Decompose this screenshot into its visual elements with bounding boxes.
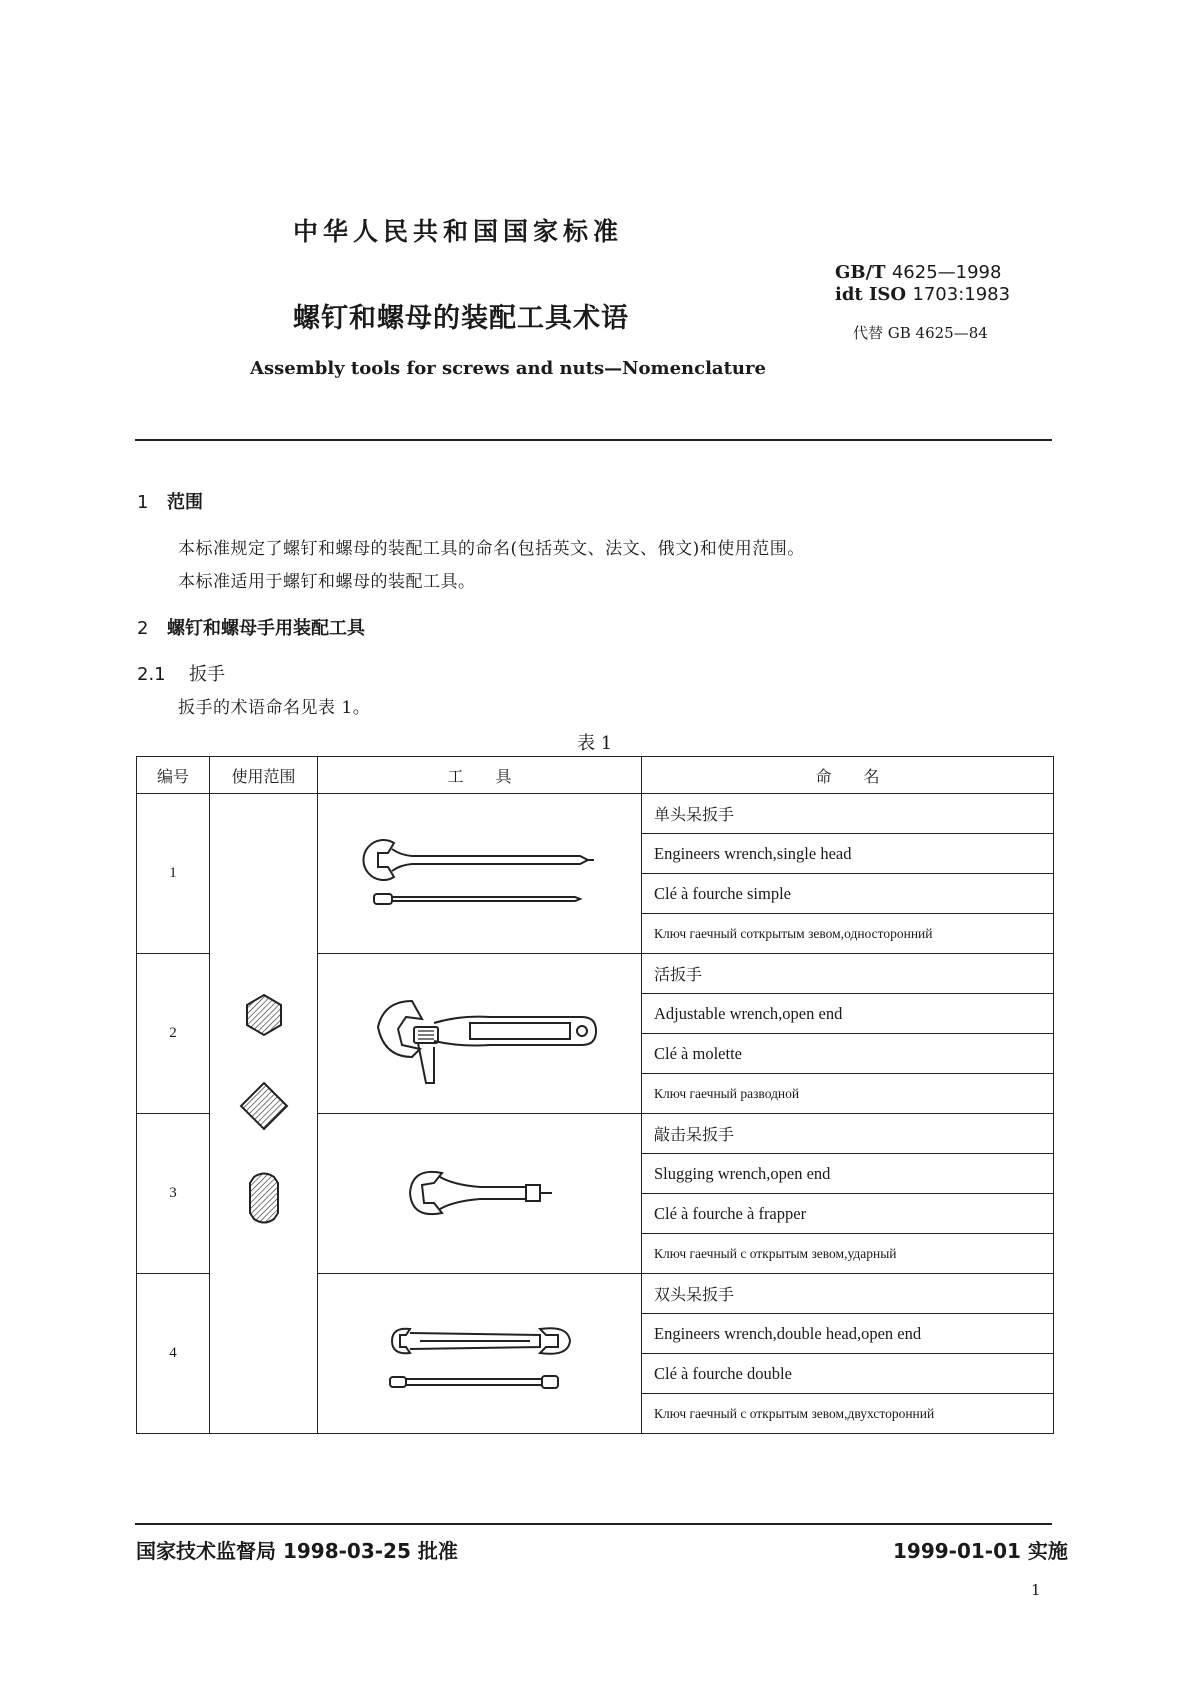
effective-date: 1999-01-01 实施 <box>893 1539 1068 1563</box>
header-tool: 工 具 <box>318 757 642 794</box>
tool-cell <box>318 1114 642 1274</box>
tool-cell <box>318 794 642 954</box>
name-en: Slugging wrench,open end <box>642 1154 1054 1194</box>
row-number: 4 <box>137 1274 210 1434</box>
page-number: 1 <box>1031 1581 1041 1599</box>
table-caption: 表 1 <box>577 733 613 754</box>
std-number: 4625—1998 <box>891 262 1002 283</box>
name-fr: Clé à fourche double <box>642 1354 1054 1394</box>
header-divider <box>135 439 1052 441</box>
hexagon-nut-icon <box>247 995 281 1035</box>
slugging-wrench-icon <box>330 1117 630 1267</box>
section-1-number: 1 <box>137 492 149 513</box>
header-name: 命 名 <box>642 757 1054 794</box>
table-header-row <box>137 757 1054 794</box>
name-ru: Ключ гаечный с открытым зевом,ударный <box>642 1234 1054 1274</box>
footer-divider <box>135 1523 1052 1525</box>
name-en: Engineers wrench,double head,open end <box>642 1314 1054 1354</box>
name-ru: Ключ гаечный разводной <box>642 1074 1054 1114</box>
approval-date: 国家技术监督局 1998-03-25 批准 <box>136 1539 458 1563</box>
scope-cell <box>210 794 318 1434</box>
replaces-note: 代替 GB 4625—84 <box>853 324 988 342</box>
section-2-1-para: 扳手的术语命名见表 1。 <box>178 698 371 718</box>
row-number: 1 <box>137 794 210 954</box>
national-standard-heading: 中华人民共和国国家标准 <box>293 217 624 246</box>
tool-cell <box>318 954 642 1114</box>
name-fr: Clé à fourche à frapper <box>642 1194 1054 1234</box>
name-zh: 双头呆扳手 <box>642 1274 1054 1314</box>
name-ru: Ключ гаечный с открытым зевом,двухсторонний <box>642 1394 1054 1434</box>
section-2-heading <box>137 614 365 640</box>
section-2-1-heading <box>137 660 225 686</box>
single-head-wrench-icon <box>330 797 630 947</box>
name-fr: Clé à fourche simple <box>642 874 1054 914</box>
idt-prefix: idt ISO <box>835 284 907 305</box>
double-head-wrench-icon <box>330 1277 630 1427</box>
section-1-heading <box>137 488 203 514</box>
name-zh: 单头呆扳手 <box>642 794 1054 834</box>
header-number: 编号 <box>137 757 210 794</box>
octagon-nut-icon <box>250 1173 278 1222</box>
name-en: Adjustable wrench,open end <box>642 994 1054 1034</box>
section-1-para-1: 本标准规定了螺钉和螺母的装配工具的命名(包括英文、法文、俄文)和使用范围。 <box>178 539 805 559</box>
section-2-1-number: 2.1 <box>137 664 166 685</box>
row-number: 2 <box>137 954 210 1114</box>
standard-title-zh: 螺钉和螺母的装配工具术语 <box>293 303 629 334</box>
section-1-para-2: 本标准适用于螺钉和螺母的装配工具。 <box>178 572 476 592</box>
name-en: Engineers wrench,single head <box>642 834 1054 874</box>
scope-shapes <box>234 987 294 1237</box>
idt-number: 1703:1983 <box>912 284 1011 305</box>
name-ru: Ключ гаечный соткрытым зевом,односторонний <box>642 914 1054 954</box>
tool-cell <box>318 1274 642 1434</box>
standard-number-block <box>835 262 1010 306</box>
table-row <box>137 794 1054 834</box>
section-2-1-title: 扳手 <box>189 664 225 685</box>
square-nut-icon <box>241 1083 287 1129</box>
row-number: 3 <box>137 1114 210 1274</box>
section-2-title: 螺钉和螺母手用装配工具 <box>167 618 365 639</box>
adjustable-wrench-icon <box>330 957 630 1107</box>
wrench-nomenclature-table <box>136 756 1054 1434</box>
name-fr: Clé à molette <box>642 1034 1054 1074</box>
section-1-title: 范围 <box>167 492 203 513</box>
std-prefix: GB/T <box>835 262 886 283</box>
name-zh: 活扳手 <box>642 954 1054 994</box>
name-zh: 敲击呆扳手 <box>642 1114 1054 1154</box>
header-scope: 使用范围 <box>210 757 318 794</box>
standard-title-en: Assembly tools for screws and nuts—Nomenclature <box>250 358 766 379</box>
section-2-number: 2 <box>137 618 149 639</box>
